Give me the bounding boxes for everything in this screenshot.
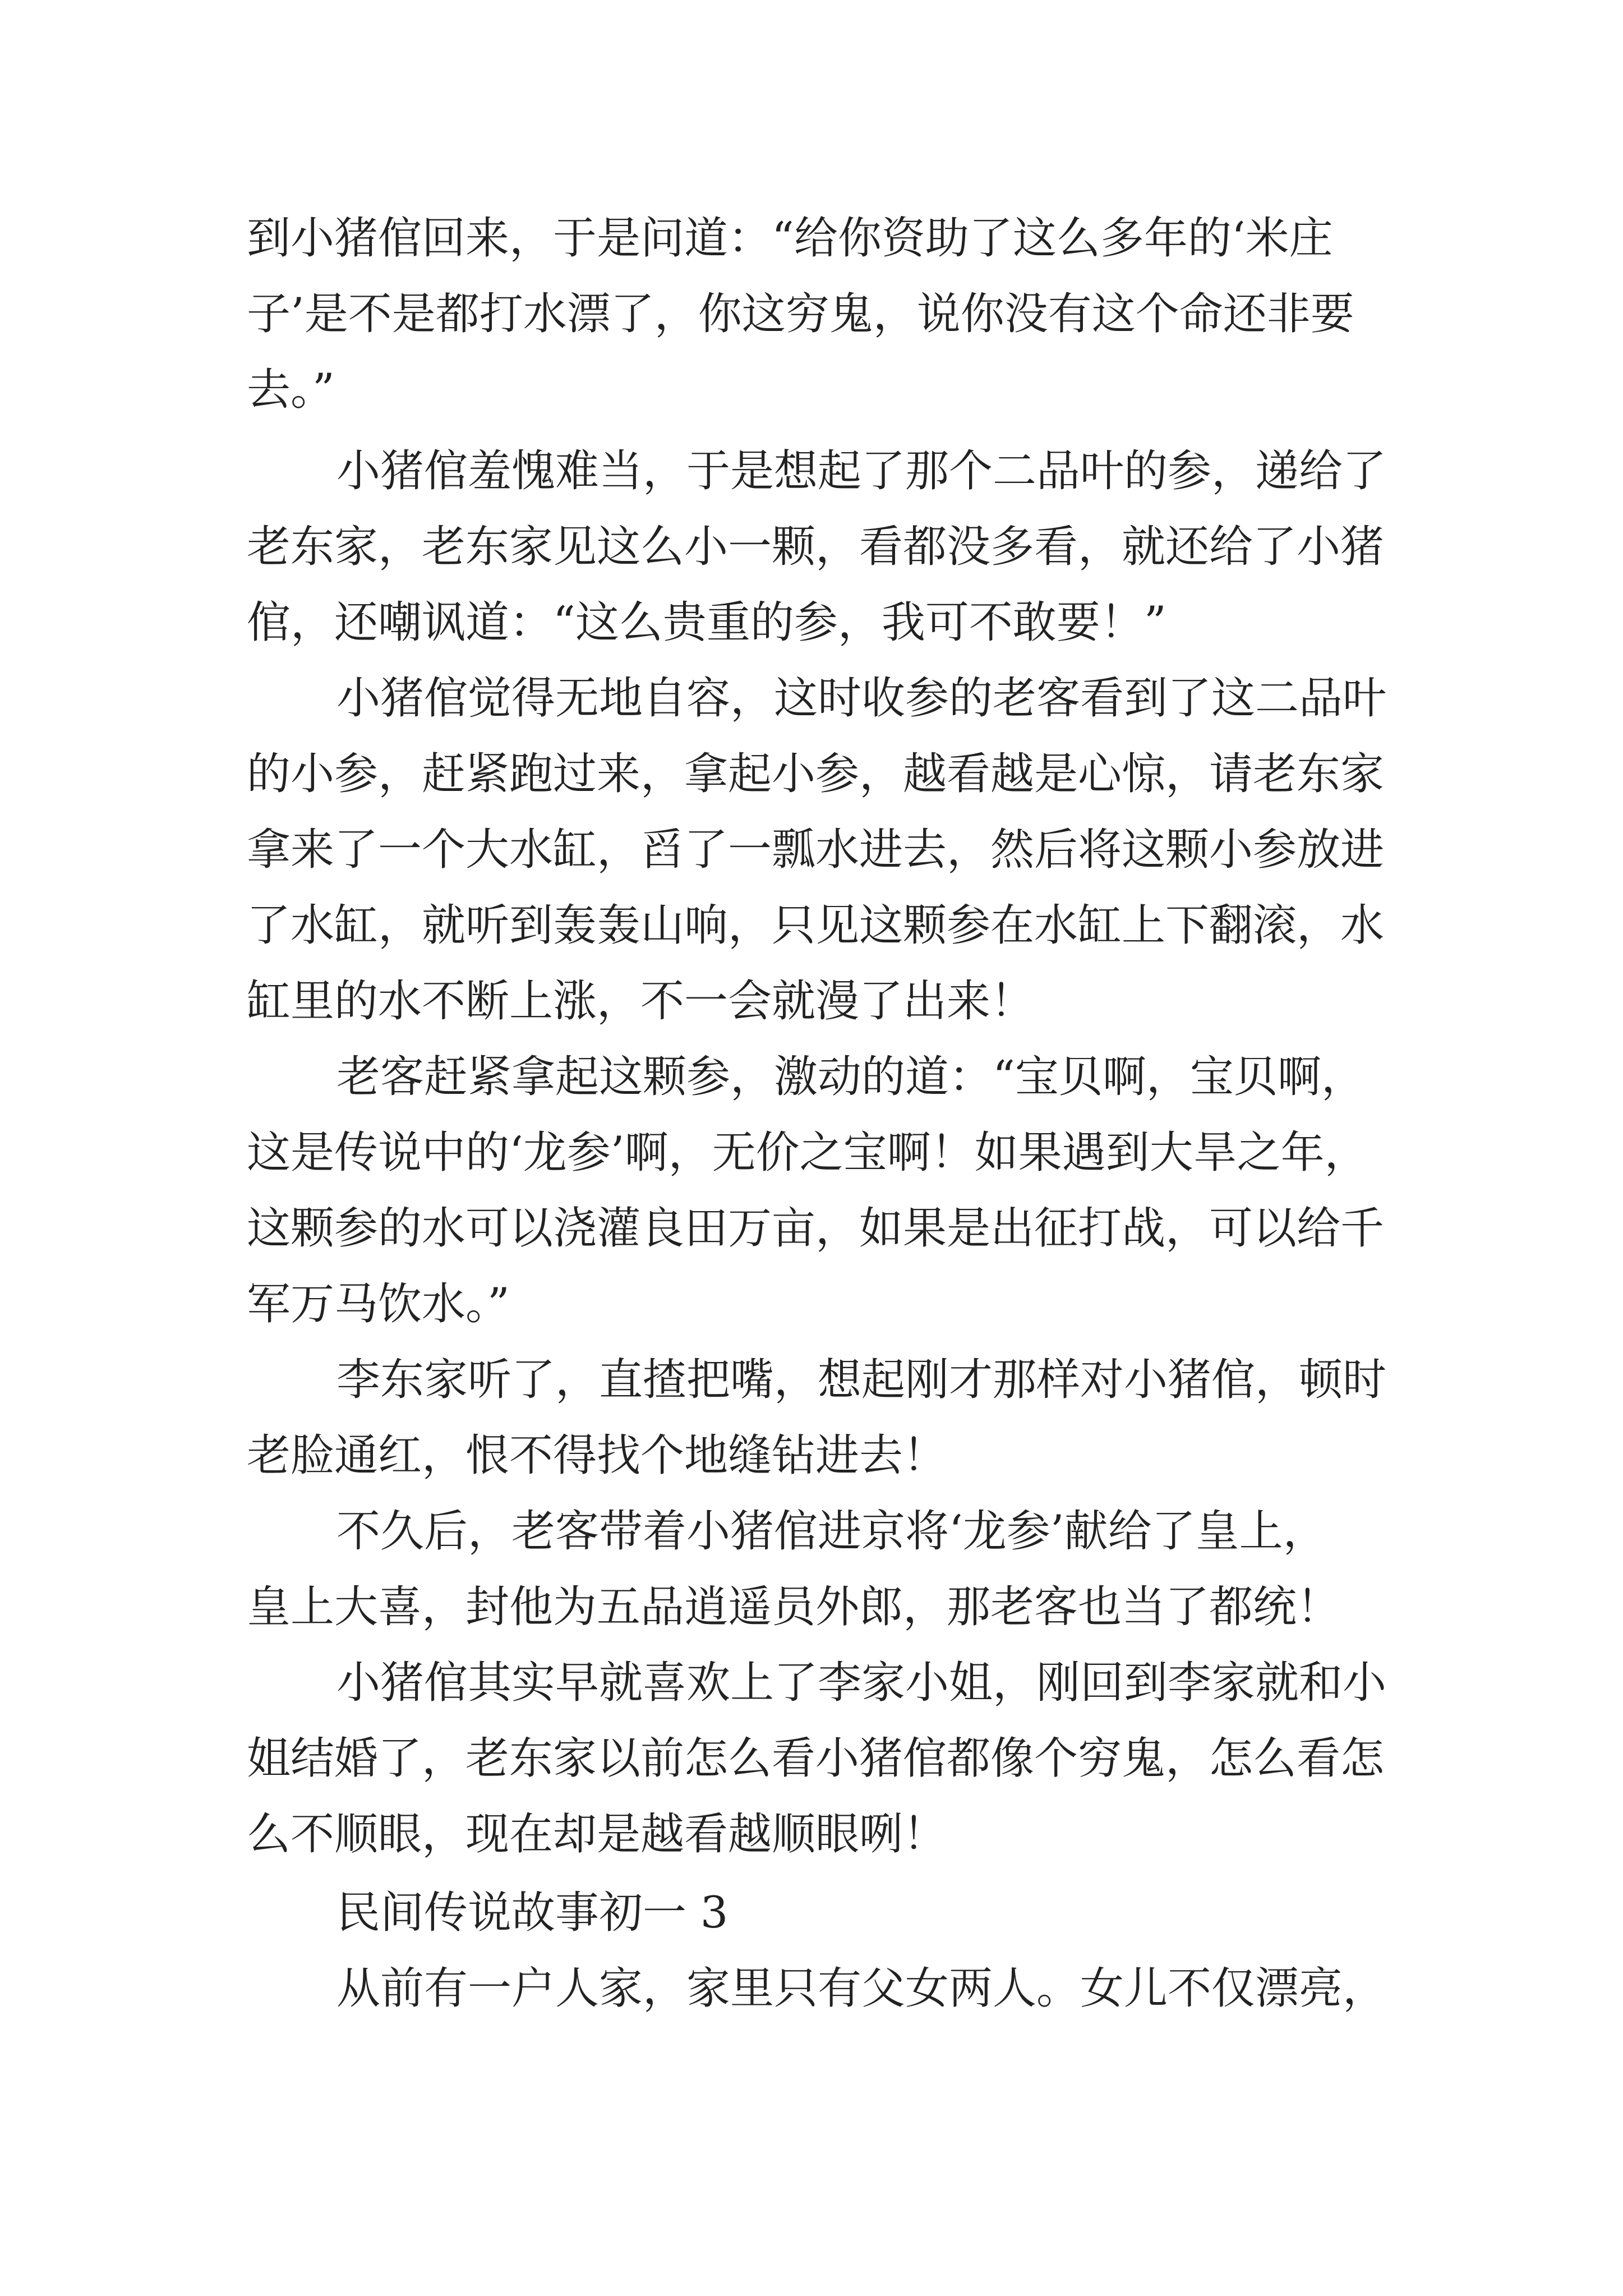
- paragraph-first-line: 小猪倌觉得无地自容，这时收参的老客看到了这二品叶: [336, 673, 1387, 724]
- text-line: 姐结婚了，老东家以前怎么看小猪倌都像个穷鬼，怎么看怎: [247, 1733, 1385, 1784]
- text-line: 了水缸，就听到轰轰山响，只见这颗参在水缸上下翻滚，水: [247, 900, 1385, 951]
- paragraph-first-line: 小猪倌羞愧难当，于是想起了那个二品叶的参，递给了: [336, 446, 1387, 496]
- paragraph-first-line: 老客赶紧拿起这颗参，激动的道：“宝贝啊，宝贝啊，: [336, 1052, 1365, 1102]
- paragraph-first-line: 小猪倌其实早就喜欢上了李家小姐，刚回到李家就和小: [336, 1658, 1387, 1708]
- text-line: 这是传说中的‘龙参’啊，无价之宝啊！如果遇到大旱之年，: [247, 1128, 1368, 1178]
- text-line: 缸里的水不断上涨，不一会就漫了出来！: [247, 976, 1035, 1027]
- section-heading: 民间传说故事初一 3: [336, 1888, 728, 1938]
- text-line: 到小猪倌回来，于是问道：“给你资助了这么多年的‘米庄: [247, 213, 1333, 264]
- text-line: 军万马饮水。”: [247, 1279, 510, 1329]
- text-line: 去。”: [247, 365, 335, 415]
- text-line: 子’是不是都打水漂了，你这穷鬼，说你没有这个命还非要: [247, 289, 1354, 339]
- paragraph-first-line: 从前有一户人家，家里只有父女两人。女儿不仅漂亮，: [336, 1963, 1387, 2014]
- text-line: 老东家，老东家见这么小一颗，看都没多看，就还给了小猪: [247, 522, 1385, 572]
- text-line: 的小参，赶紧跑过来，拿起小参，越看越是心惊，请老东家: [247, 749, 1385, 799]
- text-line: 么不顺眼，现在却是越看越顺眼咧！: [247, 1809, 947, 1860]
- text-line: 皇上大喜，封他为五品逍遥员外郎，那老客也当了都统！: [247, 1582, 1341, 1632]
- paragraph-first-line: 李东家听了，直揸把嘴，想起刚才那样对小猪倌，顿时: [336, 1355, 1387, 1405]
- text-line: 这颗参的水可以浇灌良田万亩，如果是出征打战，可以给千: [247, 1203, 1385, 1254]
- text-line: 老脸通红，恨不得找个地缝钻进去！: [247, 1430, 947, 1481]
- text-line: 拿来了一个大水缸，舀了一瓢水进去，然后将这颗小参放进: [247, 825, 1385, 875]
- text-line: 倌，还嘲讽道：“这么贵重的参，我可不敢要！”: [247, 597, 1166, 648]
- paragraph-first-line: 不久后，老客带着小猪倌进京将‘龙参’献给了皇上，: [336, 1506, 1327, 1557]
